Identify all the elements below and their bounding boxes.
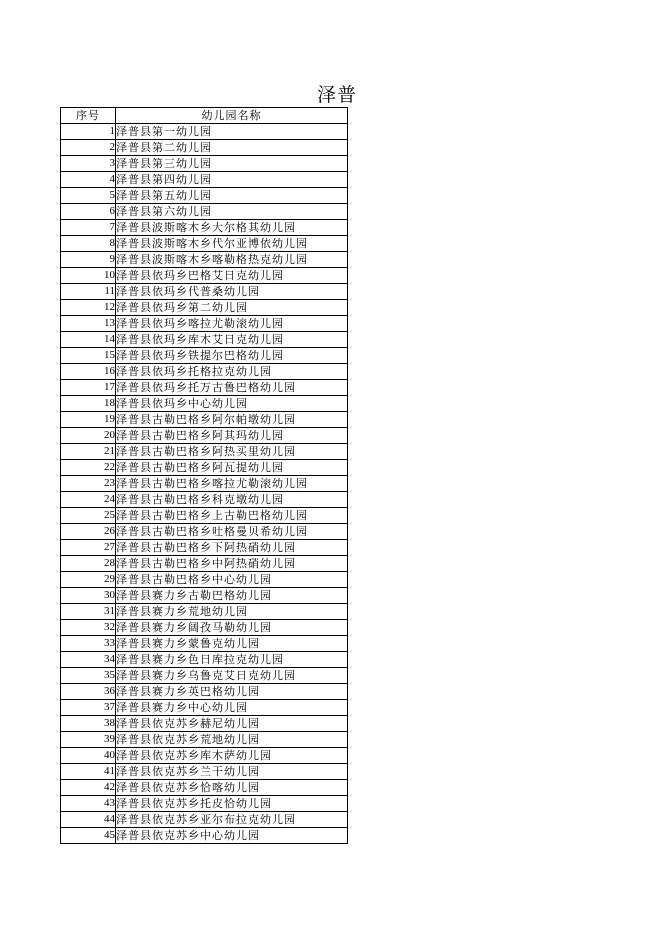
serial-number-cell[interactable]: 34 <box>61 652 116 668</box>
kindergarten-name-cell[interactable]: 泽普县古勒巴格乡阿尔帕墩幼儿园 <box>116 412 348 428</box>
kindergarten-name-cell[interactable]: 泽普县依克苏乡恰喀幼儿园 <box>116 780 348 796</box>
table-row <box>61 604 348 620</box>
kindergarten-name-cell[interactable]: 泽普县赛力乡色日库拉克幼儿园 <box>116 652 348 668</box>
serial-number-cell[interactable]: 26 <box>61 524 116 540</box>
table-row <box>61 492 348 508</box>
serial-number-cell[interactable]: 6 <box>61 204 116 220</box>
serial-number-cell[interactable]: 44 <box>61 812 116 828</box>
serial-number-cell[interactable]: 12 <box>61 300 116 316</box>
serial-number-cell[interactable]: 13 <box>61 316 116 332</box>
kindergarten-name-cell[interactable]: 泽普县依玛乡第二幼儿园 <box>116 300 348 316</box>
kindergarten-name-cell[interactable]: 泽普县赛力乡蒙鲁克幼儿园 <box>116 636 348 652</box>
serial-number-cell[interactable]: 11 <box>61 284 116 300</box>
serial-number-cell[interactable]: 17 <box>61 380 116 396</box>
serial-number-cell[interactable]: 43 <box>61 796 116 812</box>
kindergarten-name-cell[interactable]: 泽普县依玛乡喀拉尤勒滚幼儿园 <box>116 316 348 332</box>
serial-number-cell[interactable]: 19 <box>61 412 116 428</box>
serial-number-cell[interactable]: 40 <box>61 748 116 764</box>
table-row <box>61 700 348 716</box>
kindergarten-name-cell[interactable]: 泽普县古勒巴格乡吐格曼贝希幼儿园 <box>116 524 348 540</box>
kindergarten-name-cell[interactable]: 泽普县第二幼儿园 <box>116 140 348 156</box>
table-row <box>61 652 348 668</box>
kindergarten-name-cell[interactable]: 泽普县依玛乡托万古鲁巴格幼儿园 <box>116 380 348 396</box>
kindergarten-name-cell[interactable]: 泽普县古勒巴格乡阿其玛幼儿园 <box>116 428 348 444</box>
kindergarten-table <box>60 107 348 844</box>
serial-number-cell[interactable]: 29 <box>61 572 116 588</box>
kindergarten-name-cell[interactable]: 泽普县依玛乡代普桑幼儿园 <box>116 284 348 300</box>
kindergarten-name-cell[interactable]: 泽普县依玛乡巴格艾日克幼儿园 <box>116 268 348 284</box>
kindergarten-name-cell[interactable]: 泽普县第六幼儿园 <box>116 204 348 220</box>
table-row <box>61 396 348 412</box>
kindergarten-name-cell[interactable]: 泽普县依玛乡库木艾日克幼儿园 <box>116 332 348 348</box>
table-row <box>61 588 348 604</box>
kindergarten-name-cell[interactable]: 泽普县赛力乡阔孜马勒幼儿园 <box>116 620 348 636</box>
serial-number-cell[interactable]: 38 <box>61 716 116 732</box>
table-row <box>61 460 348 476</box>
kindergarten-name-cell[interactable]: 泽普县波斯喀木乡喀勒格热克幼儿园 <box>116 252 348 268</box>
serial-number-cell[interactable]: 24 <box>61 492 116 508</box>
table-row <box>61 540 348 556</box>
serial-number-cell[interactable]: 23 <box>61 476 116 492</box>
serial-number-cell[interactable]: 3 <box>61 156 116 172</box>
table-row <box>61 716 348 732</box>
serial-number-cell[interactable]: 31 <box>61 604 116 620</box>
serial-number-cell[interactable]: 35 <box>61 668 116 684</box>
table-row <box>61 780 348 796</box>
table-row <box>61 476 348 492</box>
kindergarten-name-cell[interactable]: 泽普县依玛乡中心幼儿园 <box>116 396 348 412</box>
kindergarten-name-cell[interactable]: 泽普县波斯喀木乡大尔格其幼儿园 <box>116 220 348 236</box>
serial-number-cell[interactable]: 21 <box>61 444 116 460</box>
kindergarten-name-cell[interactable]: 泽普县古勒巴格乡阿热买里幼儿园 <box>116 444 348 460</box>
table-row <box>61 572 348 588</box>
kindergarten-name-cell[interactable]: 泽普县依克苏乡托皮恰幼儿园 <box>116 796 348 812</box>
table-row <box>61 236 348 252</box>
kindergarten-name-cell[interactable]: 泽普县依克苏乡亚尔布拉克幼儿园 <box>116 812 348 828</box>
serial-number-cell[interactable]: 42 <box>61 780 116 796</box>
serial-number-cell[interactable]: 5 <box>61 188 116 204</box>
sheet-title: 泽普 <box>317 84 358 106</box>
table-row <box>61 684 348 700</box>
table-row <box>61 444 348 460</box>
table-row <box>61 204 348 220</box>
table-row <box>61 124 348 140</box>
kindergarten-name-cell[interactable]: 泽普县赛力乡古勒巴格幼儿园 <box>116 588 348 604</box>
header-kindergarten-name[interactable]: 幼儿园名称 <box>116 108 348 124</box>
table-row <box>61 252 348 268</box>
table-row <box>61 796 348 812</box>
kindergarten-name-cell[interactable]: 泽普县依克苏乡中心幼儿园 <box>116 828 348 844</box>
table-row <box>61 140 348 156</box>
kindergarten-name-cell[interactable]: 泽普县第一幼儿园 <box>116 124 348 140</box>
kindergarten-name-cell[interactable]: 泽普县依克苏乡赫尼幼儿园 <box>116 716 348 732</box>
table-row <box>61 508 348 524</box>
serial-number-cell[interactable]: 33 <box>61 636 116 652</box>
kindergarten-name-cell[interactable]: 泽普县赛力乡英巴格幼儿园 <box>116 684 348 700</box>
table-row <box>61 188 348 204</box>
serial-number-cell[interactable]: 30 <box>61 588 116 604</box>
table-row <box>61 380 348 396</box>
table-row <box>61 636 348 652</box>
table-body <box>61 124 348 844</box>
header-serial-number[interactable]: 序号 <box>61 108 116 124</box>
kindergarten-name-cell[interactable]: 泽普县第五幼儿园 <box>116 188 348 204</box>
table-row <box>61 172 348 188</box>
kindergarten-name-cell[interactable]: 泽普县古勒巴格乡上古勒巴格幼儿园 <box>116 508 348 524</box>
serial-number-cell[interactable]: 14 <box>61 332 116 348</box>
table-row <box>61 428 348 444</box>
serial-number-cell[interactable]: 2 <box>61 140 116 156</box>
kindergarten-name-cell[interactable]: 泽普县依克苏乡库木萨幼儿园 <box>116 748 348 764</box>
table-row <box>61 268 348 284</box>
table-row <box>61 764 348 780</box>
serial-number-cell[interactable]: 18 <box>61 396 116 412</box>
serial-number-cell[interactable]: 32 <box>61 620 116 636</box>
table-row <box>61 620 348 636</box>
table-row <box>61 364 348 380</box>
table-row <box>61 300 348 316</box>
kindergarten-name-cell[interactable]: 泽普县第三幼儿园 <box>116 156 348 172</box>
serial-number-cell[interactable]: 41 <box>61 764 116 780</box>
serial-number-cell[interactable]: 16 <box>61 364 116 380</box>
kindergarten-name-cell[interactable]: 泽普县依玛乡托格拉克幼儿园 <box>116 364 348 380</box>
kindergarten-name-cell[interactable]: 泽普县古勒巴格乡阿瓦提幼儿园 <box>116 460 348 476</box>
table-row <box>61 668 348 684</box>
serial-number-cell[interactable]: 7 <box>61 220 116 236</box>
kindergarten-name-cell[interactable]: 泽普县古勒巴格乡科克墩幼儿园 <box>116 492 348 508</box>
serial-number-cell[interactable]: 27 <box>61 540 116 556</box>
header-row <box>61 108 348 124</box>
table-row <box>61 556 348 572</box>
kindergarten-name-cell[interactable]: 泽普县古勒巴格乡喀拉尤勒滚幼儿园 <box>116 476 348 492</box>
table-row <box>61 748 348 764</box>
kindergarten-name-cell[interactable]: 泽普县古勒巴格乡中阿热硝幼儿园 <box>116 556 348 572</box>
kindergarten-name-cell[interactable]: 泽普县古勒巴格乡中心幼儿园 <box>116 572 348 588</box>
serial-number-cell[interactable]: 22 <box>61 460 116 476</box>
serial-number-cell[interactable]: 1 <box>61 124 116 140</box>
kindergarten-name-cell[interactable]: 泽普县赛力乡乌鲁克艾日克幼儿园 <box>116 668 348 684</box>
table-row <box>61 732 348 748</box>
table-row <box>61 284 348 300</box>
kindergarten-name-cell[interactable]: 泽普县波斯喀木乡代尔亚博依幼儿园 <box>116 236 348 252</box>
serial-number-cell[interactable]: 36 <box>61 684 116 700</box>
serial-number-cell[interactable]: 28 <box>61 556 116 572</box>
serial-number-cell[interactable]: 25 <box>61 508 116 524</box>
table-row <box>61 828 348 844</box>
kindergarten-name-cell[interactable]: 泽普县依克苏乡兰干幼儿园 <box>116 764 348 780</box>
table-row <box>61 348 348 364</box>
table-row <box>61 316 348 332</box>
serial-number-cell[interactable]: 45 <box>61 828 116 844</box>
table-row <box>61 220 348 236</box>
kindergarten-name-cell[interactable]: 泽普县依克苏乡荒地幼儿园 <box>116 732 348 748</box>
table-row <box>61 332 348 348</box>
kindergarten-name-cell[interactable]: 泽普县赛力乡荒地幼儿园 <box>116 604 348 620</box>
table-row <box>61 812 348 828</box>
serial-number-cell[interactable]: 9 <box>61 252 116 268</box>
kindergarten-name-cell[interactable]: 泽普县赛力乡中心幼儿园 <box>116 700 348 716</box>
kindergarten-name-cell[interactable]: 泽普县古勒巴格乡下阿热硝幼儿园 <box>116 540 348 556</box>
table-row <box>61 412 348 428</box>
table-row <box>61 156 348 172</box>
serial-number-cell[interactable]: 4 <box>61 172 116 188</box>
kindergarten-name-cell[interactable]: 泽普县依玛乡铁提尔巴格幼儿园 <box>116 348 348 364</box>
serial-number-cell[interactable]: 37 <box>61 700 116 716</box>
serial-number-cell[interactable]: 39 <box>61 732 116 748</box>
serial-number-cell[interactable]: 20 <box>61 428 116 444</box>
kindergarten-name-cell[interactable]: 泽普县第四幼儿园 <box>116 172 348 188</box>
serial-number-cell[interactable]: 8 <box>61 236 116 252</box>
serial-number-cell[interactable]: 15 <box>61 348 116 364</box>
serial-number-cell[interactable]: 10 <box>61 268 116 284</box>
table-row <box>61 524 348 540</box>
